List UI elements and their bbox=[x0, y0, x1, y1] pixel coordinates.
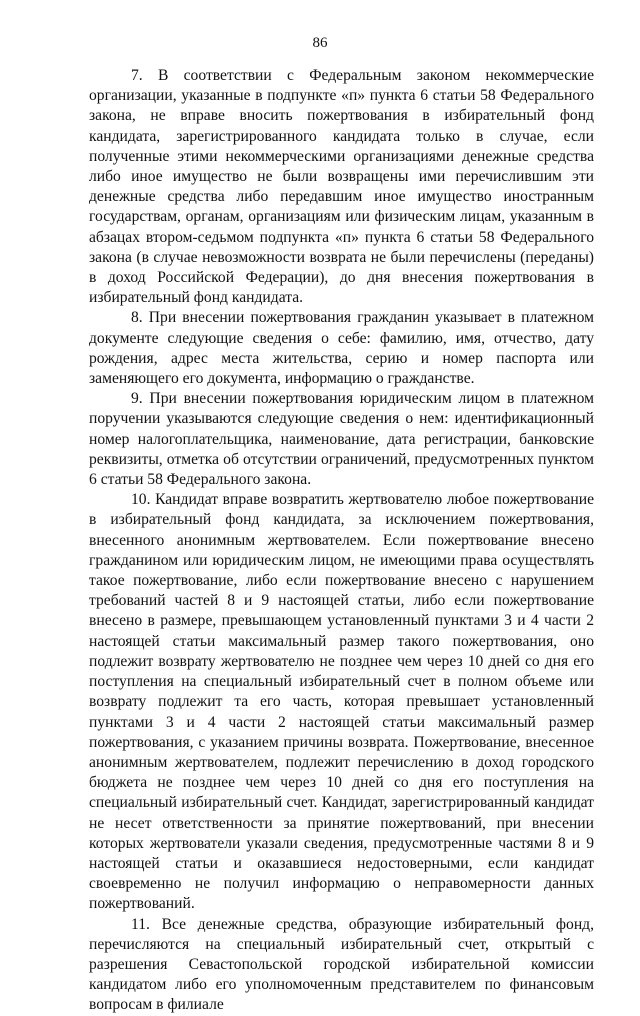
paragraph-8: 8. При внесении пожертвования гражданин указывает в платежном документе следующие сведения о себе: фамилию, имя, отчество, дату рождения, адрес места жительства, серию и номер паспорта или заменяющего его документа, информацию о гражданстве. bbox=[89, 309, 594, 388]
document-body bbox=[89, 66, 594, 1016]
paragraph-11: 11. Все денежные средства, образующие избирательный фонд, перечисляются на специальный избирательный счет, открытый с разрешения Севастопольской городской избирательной комиссии кандидатом либо его уполномоченным представителем по финансовым вопросам в филиале bbox=[89, 915, 594, 1014]
page-number: 86 bbox=[312, 35, 328, 51]
paragraph-9: 9. При внесении пожертвования юридическим лицом в платежном поручении указываются следующие сведения о нем: идентификационный номер налогоплательщика, наименование, дата регистрации, банковские реквизиты, отметка об отсутствии ограничений, предусмотренных пунктом 6 статьи 58 Федерального закона. bbox=[89, 390, 594, 489]
paragraph-7: 7. В соответствии с Федеральным законом некоммерческие организации, указанные в подпункте «п» пункта 6 статьи 58 Федерального закона, не вправе вносить пожертвования в избирательный фонд кандидата, зарегистрированного кандидата только в случае, если полученные этими некоммерческими организациями денежные средства либо иное имущество не были возвращены ими перечислившим эти денежные средства либо передавшим иное имущество иностранным государствам, органам, организациям или физическим лицам, указанным в абзацах втором-седьмом подпункта «п» пункта 6 статьи 58 Федерального закона (в случае невозможности возврата не были перечислены (переданы) в доход Российской Федерации), до дня внесения пожертвования в избирательный фонд кандидата. bbox=[89, 67, 594, 307]
paragraph-10: 10. Кандидат вправе возвратить жертвователю любое пожертвование в избирательный фонд кандидата, за исключением пожертвования, внесенного анонимным жертвователем. Если пожертвование внесено гражданином или юридическим лицом, не имеющими права осуществлять такое пожертвование, либо если пожертвование внесено с нарушением требований частей 8 и 9 настоящей статьи, либо если пожертвование внесено в размере, превышающем установленный пунктами 3 и 4 части 2 настоящей статьи максимальный размер такого пожертвования, оно подлежит возврату жертвователю не позднее чем через 10 дней со дня его поступления на специальный избирательный счет в полном объеме или возврату подлежит та его часть, которая превышает установленный пунктами 3 и 4 части 2 настоящей статьи максимальный размер пожертвования, с указанием причины возврата. Пожертвование, внесенное анонимным жертвователем, подлежит перечислению в доход городского бюджета не позднее чем через 10 дней со дня его поступления на специальный избирательный счет. Кандидат, зарегистрированный кандидат не несет ответственности за принятие пожертвований, при внесении которых жертвователи указали сведения, предусмотренные частями 8 и 9 настоящей статьи и оказавшиеся недостоверными, если кандидат своевременно не получил информацию о неправомерности данных пожертвований. bbox=[89, 491, 594, 913]
